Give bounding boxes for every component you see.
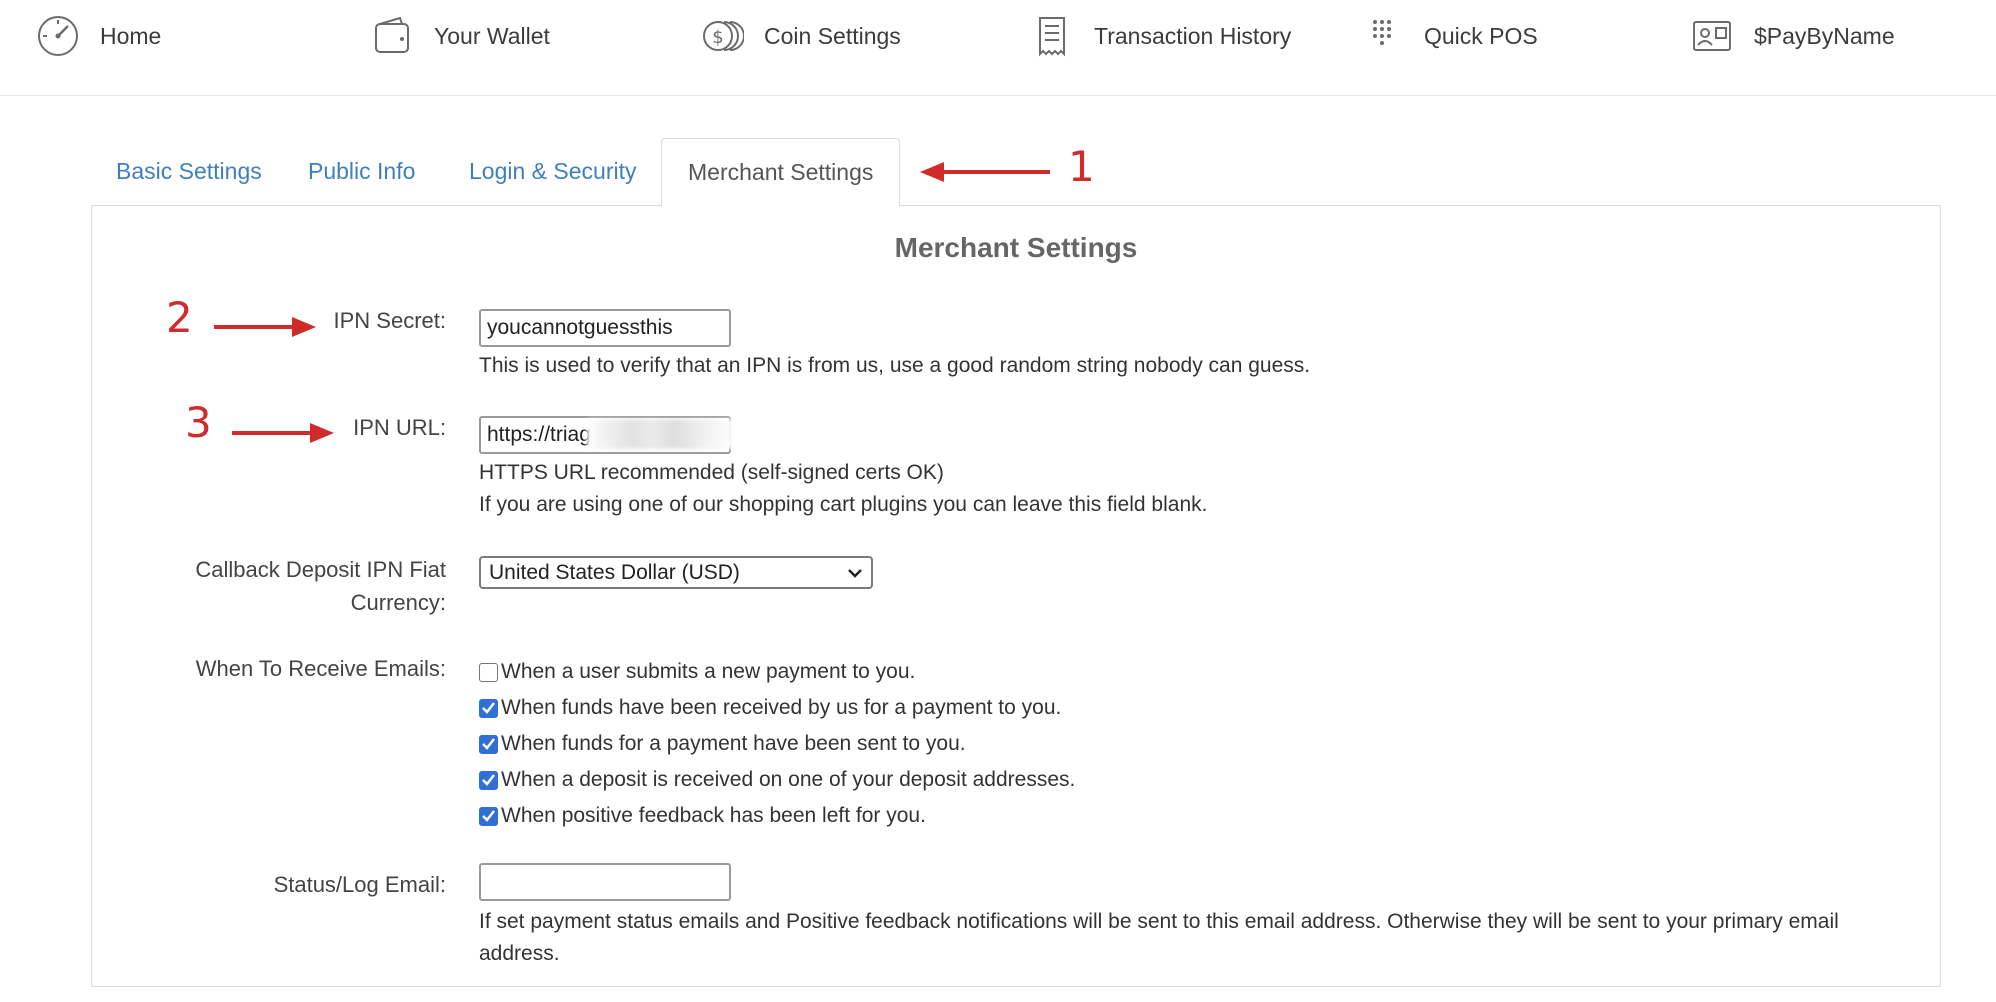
merchant-settings-panel	[91, 205, 1941, 987]
keypad-icon	[1360, 14, 1404, 58]
status-email-help-line1: If set payment status emails and Positive feedback notifications will be sent to this email address. Otherwise they will be sent to your primary email	[479, 910, 1839, 933]
annotation-number-3: 3	[185, 398, 212, 447]
email-option-deposit-received[interactable]	[479, 763, 1075, 797]
ipn-secret-help: This is used to verify that an IPN is from us, use a good random string nobody can guess.	[479, 354, 1311, 377]
annotation-number-1: 1	[1068, 142, 1095, 191]
receipt-icon	[1030, 14, 1074, 58]
checkbox-checked[interactable]	[479, 807, 498, 826]
annotation-arrow-3	[230, 420, 336, 446]
currency-label-line2: Currency:	[350, 590, 446, 615]
annotation-arrow-2	[212, 314, 318, 340]
nav-your-wallet[interactable]	[370, 0, 550, 72]
checkbox-checked[interactable]	[479, 735, 498, 754]
email-option-funds-received[interactable]	[479, 691, 1061, 725]
email-option-new-payment[interactable]	[479, 655, 915, 689]
nav-coin-settings-label: Coin Settings	[764, 22, 901, 49]
redacted-url-blur	[587, 419, 733, 449]
top-navigation	[0, 0, 1996, 96]
nav-coin-settings[interactable]	[700, 0, 901, 72]
chevron-down-icon	[847, 564, 863, 582]
status-email-help-line2: address.	[479, 942, 560, 965]
id-card-icon	[1690, 14, 1734, 58]
nav-paybyname-label: $PayByName	[1754, 22, 1895, 49]
svg-text:$: $	[712, 27, 724, 48]
coins-icon	[700, 14, 744, 58]
status-email-input[interactable]	[479, 863, 731, 901]
wallet-icon	[370, 14, 414, 58]
fiat-currency-selected: United States Dollar (USD)	[489, 560, 740, 584]
email-option-text: When a deposit is received on one of your deposit addresses.	[501, 768, 1076, 791]
email-option-text: When a user submits a new payment to you.	[501, 660, 916, 683]
tab-merchant-settings[interactable]: Merchant Settings	[661, 138, 900, 207]
nav-quick-pos-label: Quick POS	[1424, 22, 1538, 49]
tab-basic-settings[interactable]: Basic Settings	[116, 158, 262, 184]
email-option-funds-sent[interactable]	[479, 727, 966, 761]
nav-home[interactable]	[36, 0, 161, 72]
checkbox-checked[interactable]	[479, 771, 498, 790]
email-option-text: When funds have been received by us for a payment to you.	[501, 696, 1062, 719]
ipn-secret-input[interactable]	[479, 309, 731, 347]
annotation-arrow-1	[918, 156, 1058, 190]
nav-transaction-history-label: Transaction History	[1094, 22, 1292, 49]
nav-your-wallet-label: Your Wallet	[434, 22, 550, 49]
status-email-label: Status/Log Email:	[273, 872, 446, 897]
ipn-url-label: IPN URL:	[353, 415, 446, 440]
email-option-positive-feedback[interactable]	[479, 799, 926, 833]
tab-public-info[interactable]: Public Info	[308, 158, 416, 184]
checkbox-checked[interactable]	[479, 699, 498, 718]
ipn-url-help-https: HTTPS URL recommended (self-signed certs OK)	[479, 461, 944, 484]
ipn-url-help-plugins: If you are using one of our shopping cart plugins you can leave this field blank.	[479, 493, 1208, 516]
nav-quick-pos[interactable]	[1360, 0, 1538, 72]
checkbox-unchecked[interactable]	[479, 663, 498, 682]
email-option-text: When funds for a payment have been sent to you.	[501, 732, 966, 755]
emails-label: When To Receive Emails:	[195, 656, 446, 681]
nav-transaction-history[interactable]	[1030, 0, 1291, 72]
ipn-secret-label: IPN Secret:	[333, 308, 446, 333]
nav-paybyname[interactable]	[1690, 0, 1895, 72]
speedometer-icon	[36, 14, 80, 58]
annotation-number-2: 2	[166, 293, 193, 342]
currency-label-line1: Callback Deposit IPN Fiat	[195, 557, 446, 582]
fiat-currency-select[interactable]	[479, 556, 873, 589]
panel-title: Merchant Settings	[894, 232, 1138, 263]
nav-home-label: Home	[100, 22, 162, 49]
currency-label	[195, 553, 446, 619]
email-option-text: When positive feedback has been left for you.	[501, 804, 926, 827]
tab-login-security[interactable]: Login & Security	[469, 158, 637, 184]
